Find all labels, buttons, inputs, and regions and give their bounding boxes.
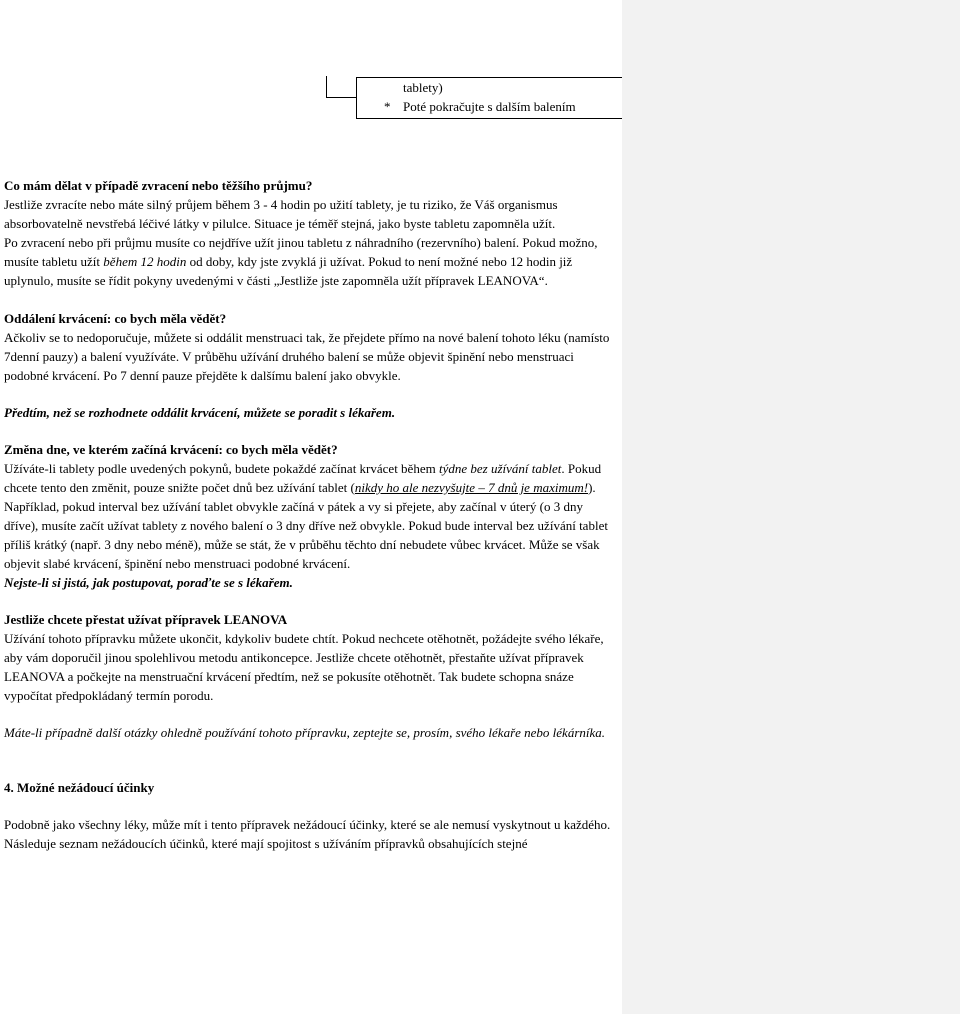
change-day-paragraph	[4, 459, 616, 573]
change-day-text-b: . Pokud chcete tento den změnit, pouze snižte počet dnů bez užívání tablet (	[4, 461, 602, 495]
delay-paragraph: Ačkoliv se to nedoporučuje, můžete si oddálit menstruaci tak, že přejdete přímo na nové balení tohoto léku (namísto 7denní pauzy) a balení využíváte. V průběhu užívání druhého balení se může objevit špinění nebo menstruaci podobné krvácení. Po 7 denní pauze přejděte k dalšímu balení jako obvykle.	[4, 330, 610, 383]
section-4-paragraph-2: Následuje seznam nežádoucích účinků, které mají spojitost s užíváním přípravků obsahujících stejné	[4, 836, 528, 851]
vomit-paragraph-1: Jestliže zvracíte nebo máte silný průjem během 3 - 4 hodin po užití tablety, je tu riziko, že Váš organismus absorbovatelně nevstřebá léčivé látky v pilulce. Situace je téměř stejná, jako byste tabletu zapomněla užít.	[4, 197, 558, 231]
table-text-line2	[384, 98, 576, 116]
stop-paragraph: Užívání tohoto přípravku můžete ukončit, kdykoliv budete chtít. Pokud nechcete otěhotnět, požádejte svého lékaře, aby vám doporučil jinou spolehlivou metodu antikoncepce. Jestliže chcete otěhotnět, přestaňte užívat přípravek LEANOVA a počkejte na menstruační krvácení předtím, než se pokusíte otěhotnět. Tak budete schopna snáze vypočítat předpokládaný termín porodu.	[4, 631, 604, 703]
vomit-heading: Co mám dělat v případě zvracení nebo těžšího průjmu?	[4, 178, 313, 193]
change-day-note: Nejste-li si jistá, jak postupovat, poraďte se s lékařem.	[4, 575, 293, 590]
change-day-underlined: nikdy ho ale nezvyšujte – 7 dnů je maximum!	[354, 480, 589, 495]
comment-margin-panel	[622, 0, 960, 1014]
stop-heading: Jestliže chcete přestat užívat přípravek LEANOVA	[4, 612, 288, 627]
document-body	[4, 176, 616, 853]
table-border-left	[326, 76, 327, 98]
section-4-heading: 4. Možné nežádoucí účinky	[4, 780, 155, 795]
section-4-paragraph-1: Podobně jako všechny léky, může mít i tento přípravek nežádoucí účinky, které se ale nemusí vyskytnout u každého.	[4, 817, 611, 832]
change-day-text-c: ). Například, pokud interval bez užívání tablet obvykle začíná v pátek a vy si přejete, aby začínal v úterý (o 3 dny dříve), musíte začít užívat tablety z nového balení o 3 dny dříve než obvykle. Pokud bude interval bez užívání tablet příliš krátký (např. 3 dny nebo méně), může se stát, že v průběhu těchto dní nebudete vůbec krvácet. Může se však objevit slabé krvácení, špinění nebo menstruaci podobné krvácení.	[4, 480, 608, 571]
table-text-line1: tablety)	[403, 80, 443, 95]
vomit-p2-text-b: od doby, kdy jste zvyklá ji užívat. Pokud to není možné nebo 12 hodin již uplynulo, musíte se řídit pokyny uvedenými v části „Jestliže jste zapomněla užít přípravek LEANOVA“.	[4, 254, 573, 288]
change-day-heading: Změna dne, ve kterém začíná krvácení: co bych měla vědět?	[4, 442, 338, 457]
vomit-paragraph-2	[4, 233, 616, 290]
questions-note: Máte-li případně další otázky ohledně používání tohoto přípravku, zeptejte se, prosím, svého lékaře nebo lékárníka.	[4, 725, 606, 740]
vomit-p2-text-a: Po zvracení nebo při průjmu musíte co nejdříve užít jinou tabletu z náhradního (rezervního) balení. Pokud možno, musíte tabletu užít	[4, 235, 598, 269]
table-bullet-text: Poté pokračujte s dalším balením	[403, 99, 576, 114]
change-day-text-a: Užíváte-li tablety podle uvedených pokynů, budete pokaždé začínat krvácet během	[4, 461, 439, 476]
bullet-asterisk: *	[384, 99, 391, 114]
delay-heading: Oddálení krvácení: co bych měla vědět?	[4, 311, 227, 326]
delay-note: Předtím, než se rozhodnete oddálit krvácení, můžete se poradit s lékařem.	[4, 405, 396, 420]
table-border-inner	[326, 97, 357, 98]
change-day-italic: týdne bez užívání tablet	[438, 461, 562, 476]
vomit-p2-italic: během 12 hodin	[103, 254, 187, 269]
